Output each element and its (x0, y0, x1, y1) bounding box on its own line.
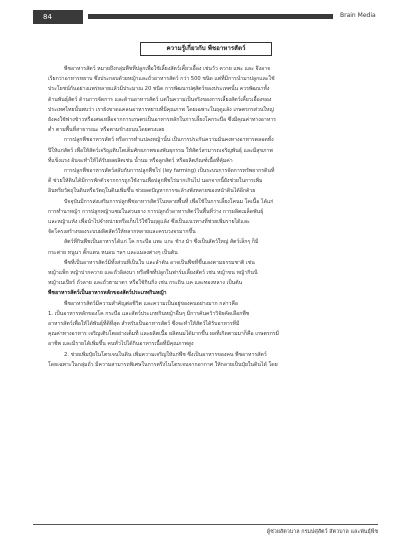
text-line: เรียกว่าอาหารหยาบ ซึ่งประกอบด้วยหญ้าและถั่วอาหารสัตว์ กว่า 500 ชนิด แต่ที่มีการนำมาปลูกและใช้ (48, 76, 275, 83)
brand-name: Brain Media (340, 12, 376, 19)
text-line: หญ้าแพ็ก หญ้าปากควาย และถั่วลิสงนา หรือพืชที่ปลูกในฟาร์มเลี้ยงสัตว์ เช่น หญ้าขน หญ้ากินนี (48, 270, 258, 277)
paragraph (48, 258, 378, 289)
text-line: ด้านพันธุ์สัตว์ ด้านการจัดการ และด้านอาหารสัตว์ แต่ในความเป็นจริงของการเลี้ยงสัตว์เคี้ยวเอื้องของ (48, 96, 272, 103)
text-line: กระต่าย หนูนา ตั๊กแตน หนอน ฯลฯ และแมลงต่างๆ เป็นต้น (48, 249, 178, 256)
text-line: ต่ำ ตามพื้นที่สาธารณะ หรือตามข้างถนนโดยตรงเลย (48, 127, 165, 134)
text-line: 2. ช่วยเพิ่มปุ๋ยในโตรเจนในดิน เพิ่มความเจริญให้แก่พืช ซึ่งเป็นอาหารของคน พืชอาหารสัตว์ (64, 351, 267, 358)
paragraph (48, 350, 378, 370)
text-line: โดยเฉพาะในกลุ่มถั่ว มีความสามารถพิเศษในการตรึงไนโตรเจนจากอากาศ ให้กลายเป็นปุ๋ยในดินได้ โดย (48, 361, 278, 368)
text-line: การปลูกพืชอาหารสัตว์สลับกับการปลูกพืชไร่ (ley farming) เป็นระบบการจัดการทรัพยากรดินที่ (64, 168, 275, 175)
text-line: ประเทศไทยนั้นพบว่า เรายังขาดแคลนอาหารหยาบที่มีคุณภาพ โดยเฉพาะในฤดูแล้ง เกษตรกรส่วนใหญ่ (48, 106, 274, 113)
section-title: ความรู้เกี่ยวกับ พืชอาหารสัตว์ (140, 42, 272, 56)
text-line: ดี ช่วยให้ดินได้มีการพักตัวจากการถูกใช้งานเพื่อปลูกพืชไร่มากเกินไป นอกจากนี้ยังช่วยในการเพิ่ม (48, 178, 263, 185)
header-bar (88, 14, 333, 19)
text-line: ที่แข็งแรง อันจะทำให้ได้รับผลผลิตเช่น น้ำนม หรือลูกสัตว์ หรือผลิตภัณฑ์เนื้อที่คุ้มค่า (48, 157, 233, 164)
text-line: ยังคงใช้ฟางข้าวหรือเศษเหลือจากการเกษตรเป็นอาหารหลักในการเลี้ยงโคกระบือ ซึ่งมีคุณค่าทางอาหาร (48, 117, 276, 124)
paragraph (48, 166, 378, 197)
body-text (48, 64, 378, 370)
text-line: จัดโครงสร้างของระบบผลิตสัตว์ให้หลากหลายและครบวงจรมากขึ้น (48, 229, 196, 236)
text-line: ประโยชน์กันอย่างแพร่หลายแล้วมีประมาณ 20 ชนิด การพัฒนาปศุสัตว์ของประเทศนั้น ควรพัฒนาทั้ง (48, 86, 270, 93)
text-line: คุณค่าทางอาหาร เจริญเติบโตอย่างเต็มที่ และผลิตเนื้อ ผลิตนมได้มากขึ้น ผลที่เกิดตามมาก็คือ เกษตรกรมี (48, 331, 280, 338)
text-line: และหญ้าแห้ง เพื่อนำไปจำหน่ายหรือเก็บไว้ใช้ในฤดูแล้ง ซึ่งเป็นแนวทางที่ช่วยเพิ่มรายได้และ (48, 219, 250, 226)
paragraph (48, 64, 378, 135)
text-line: ปัจจุบันมีการส่งเสริมการปลูกพืชอาหารสัตว์ในหลายพื้นที่ เพื่อใช้ในการเลี้ยงโคนม โคเนื้อ ได้แก่ (64, 198, 274, 205)
text-line: สัตว์ที่กินพืชเป็นอาหารได้แก่ โค กระบือ แพะ แกะ ช้าง ม้า ซึ่งเป็นสัตว์ใหญ่ สัตว์เล็กๆ ก็มี (64, 239, 259, 246)
text-line: การทำนาหญ้า การปลูกหญ้าแซมในสวนยาง การปลูกถั่วอาหารสัตว์ในพื้นที่ว่าง การผลิตเมล็ดพันธุ์ (48, 208, 264, 215)
text-line: อาชีพ และมีรายได้เพิ่มขึ้น คนทั่วไปได้กินอาหารเนื้อที่มีคุณภาพสูง (48, 341, 194, 348)
text-line: พืชอาหารสัตว์มีความสำคัญต่อชีวิต และความเป็นอยู่ของคนอย่างมาก กล่าวคือ (64, 300, 239, 307)
footer-rule (33, 524, 378, 525)
text-line: การปลูกพืชอาหารสัตว์ หรือการทำแปลงหญ้านั้น เป็นการประกันความมั่นคงทางอาหารตลอดทั้ง (64, 137, 274, 144)
text-line: หญ้าเนเปียร์ ถั่วลาย และถั่วฮามาตา หรือใช้กินกิ่ง เช่น กระถิน แค และทองหลาง เป็นต้น (48, 280, 243, 287)
paragraph (48, 237, 378, 257)
paragraph (48, 299, 378, 350)
subheading (48, 288, 378, 298)
text-line: อาหารสัตว์เพื่อให้ได้พันธุ์ที่ดีที่สุด สำหรับเป็นอาหารสัตว์ ซึ่งจะทำให้สัตว์ได้รับอาหารที่มี (48, 321, 240, 328)
paragraph (48, 135, 378, 166)
text-line: ปีให้แก่สัตว์ เพื่อให้สัตว์เจริญเติบโตเต็มศักยภาพของพันธุกรรม ให้สัตว์สามารถเจริญพันธุ์ และมีสุขภาพ (48, 147, 273, 154)
footer-text: ผู้ช่วยสัตวบาล กรมปศุสัตว์ สัตวบาล และพันธุ์พืช (266, 529, 378, 535)
paragraph (48, 197, 378, 238)
text-line: 1. เป็นอาหารหลักของโค กระบือ และสัตว์ประเภทกินหญ้าอื่นๆ มีการค้นคว้าวิจัยคัดเลือกพืช (48, 310, 250, 317)
text-line: พืชที่เป็นอาหารสัตว์มีทั้งส่วนที่เป็นใบ และลำต้น อาจเป็นพืชที่ขึ้นเองตามธรรมชาติ เช่น (64, 259, 255, 266)
text-line: พืชอาหารสัตว์ หมายถึงกลุ่มพืชที่ปลูกเพื่อใช้เลี้ยงสัตว์เคี้ยวเอื้อง เช่นวัว ควาย แพะ และ จึงอาจ (64, 66, 271, 72)
text-line: พืชอาหารสัตว์เป็นอาหารหลักของสัตว์ประเภทกินหญ้า (48, 290, 167, 297)
page-number: 84 (33, 10, 83, 24)
text-line: อินทรียวัตถุในดินหรือวัตถุในดินเพิ่มขึ้น ช่วยลดปัญหาการชะล้างพังทลายของหน้าดินได้อีกด้วย (48, 188, 256, 195)
